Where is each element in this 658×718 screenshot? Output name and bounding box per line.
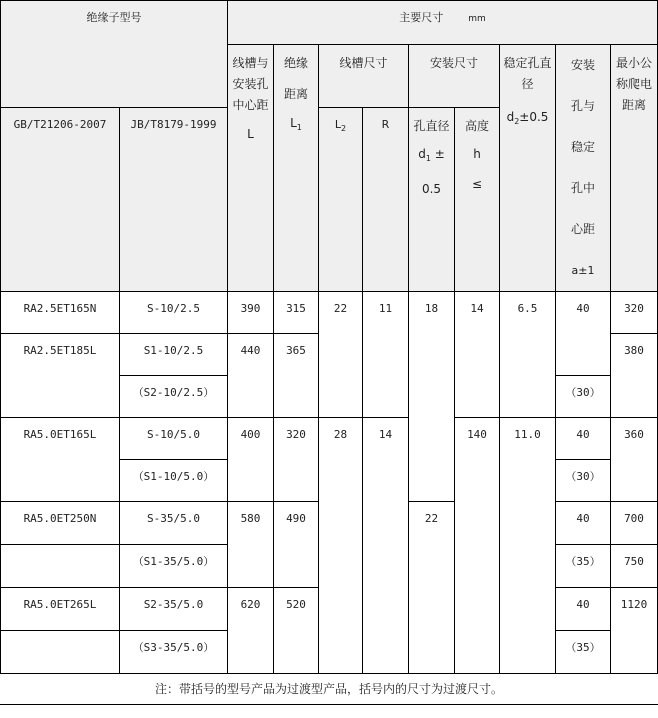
cell-L1: 320: [274, 418, 319, 502]
cell-jb: （S1-10/5.0）: [120, 460, 228, 502]
col-a-line2: 孔与: [570, 99, 595, 113]
cell-a: （35）: [556, 545, 611, 588]
header-main-dims-label: 主要尺寸: [399, 11, 444, 24]
cell-gb: RA5.0ET250N: [0, 502, 120, 545]
col-creep-line2: 称爬电: [615, 77, 652, 91]
cell-L: 580: [228, 502, 274, 588]
cell-R: 14: [363, 418, 409, 674]
header-col-d1: [409, 108, 455, 292]
col-a-line1: 安装: [570, 58, 595, 72]
cell-R: 11: [363, 292, 409, 418]
cell-L1: 365: [274, 334, 319, 418]
cell-creep: 320: [611, 292, 658, 334]
col-L-symbol: L: [247, 127, 254, 141]
cell-jb: （S2-10/2.5）: [120, 376, 228, 418]
header-col-a: [556, 45, 611, 292]
note-bottom-rule: [0, 704, 658, 705]
col-h-le: ≤: [471, 177, 483, 191]
cell-a: 40: [556, 418, 611, 460]
cell-h: 14: [455, 292, 500, 418]
header-col-h: [455, 108, 500, 292]
cell-gb: RA5.0ET165L: [0, 418, 120, 502]
cell-a: 40: [556, 292, 611, 376]
col-h-line1: 高度: [464, 119, 489, 133]
col-h-symbol: h: [473, 147, 481, 161]
cell-L: 390: [228, 292, 274, 334]
cell-a: （30）: [556, 376, 611, 418]
col-d1-tol: 0.5: [421, 182, 442, 196]
col-d2-line1: 稳定孔直: [503, 56, 552, 70]
cell-L: 620: [228, 588, 274, 674]
col-L-line2: 安装孔: [232, 77, 269, 91]
cell-jb: S-10/2.5: [120, 292, 228, 334]
col-d2-line2: 径: [521, 77, 534, 91]
cell-d1: 22: [409, 502, 455, 674]
cell-jb: （S1-35/5.0）: [120, 545, 228, 588]
cell-creep: 750: [611, 545, 658, 588]
cell-creep: 380: [611, 334, 658, 418]
cell-L2: 28: [319, 418, 363, 674]
cell-L: 440: [228, 334, 274, 418]
header-col-creep: [611, 45, 658, 292]
cell-a: 40: [556, 588, 611, 631]
col-d2-symbol: $d_2\pm 0.5$: [506, 110, 549, 126]
cell-jb: S-10/5.0: [120, 418, 228, 460]
col-a-line4: 孔中: [570, 181, 595, 195]
cell-jb: S2-35/5.0: [120, 588, 228, 631]
cell-a: 40: [556, 502, 611, 545]
cell-a: （35）: [556, 631, 611, 674]
header-col-L2: $L_2$: [319, 108, 363, 292]
header-unit: mm: [468, 14, 486, 24]
col-a-symbol: a±1: [571, 264, 595, 277]
col-L1-line1: 绝缘: [283, 56, 308, 70]
col-creep-line1: 最小公: [615, 56, 652, 70]
header-col-slot: 线槽尺寸: [319, 45, 409, 108]
col-L1-line2: 距离: [283, 87, 308, 101]
cell-h: 140: [455, 418, 500, 674]
header-model-group: 绝缘子型号: [0, 0, 228, 108]
header-col-d2: [500, 45, 556, 292]
header-col-L1: [274, 45, 319, 292]
header-main-dims: [228, 0, 658, 45]
cell-L: 400: [228, 418, 274, 502]
table-note: 注：带括号的型号产品为过渡型产品，括号内的尺寸为过渡尺寸。: [154, 682, 503, 696]
header-std-jb: JB/T8179-1999: [120, 108, 228, 292]
cell-jb: S1-10/2.5: [120, 334, 228, 376]
cell-d2: 6.5: [500, 292, 556, 418]
cell-a: （30）: [556, 460, 611, 502]
header-col-mount: 安装尺寸: [409, 45, 500, 108]
cell-L2: 22: [319, 292, 363, 418]
col-a-line3: 稳定: [570, 140, 595, 154]
col-L-line1: 线槽与: [232, 56, 269, 70]
cell-gb: [0, 545, 120, 588]
cell-gb: [0, 631, 120, 674]
cell-creep: 360: [611, 418, 658, 502]
cell-L1: 315: [274, 292, 319, 334]
header-col-L: [228, 45, 274, 292]
cell-L1: 490: [274, 502, 319, 588]
cell-creep: 700: [611, 502, 658, 545]
cell-jb: S-35/5.0: [120, 502, 228, 545]
cell-d1: 18: [409, 292, 455, 502]
cell-creep: 1120: [611, 588, 658, 674]
col-creep-line3: 距离: [621, 98, 646, 112]
cell-gb: RA2.5ET185L: [0, 334, 120, 418]
col-a-line5: 心距: [570, 222, 595, 236]
cell-d2: 11.0: [500, 418, 556, 674]
col-d1-symbol: $d_1$ ±: [418, 147, 445, 163]
col-d1-line1: 孔直径: [413, 119, 450, 133]
cell-gb: RA5.0ET265L: [0, 588, 120, 631]
col-L-line3: 中心距: [232, 98, 269, 112]
col-L1-symbol: $L_1$: [290, 116, 302, 132]
header-col-R: R: [363, 108, 409, 292]
header-std-gb: GB/T21206-2007: [0, 108, 120, 292]
cell-jb: （S3-35/5.0）: [120, 631, 228, 674]
cell-L1: 520: [274, 588, 319, 674]
cell-gb: RA2.5ET165N: [0, 292, 120, 334]
